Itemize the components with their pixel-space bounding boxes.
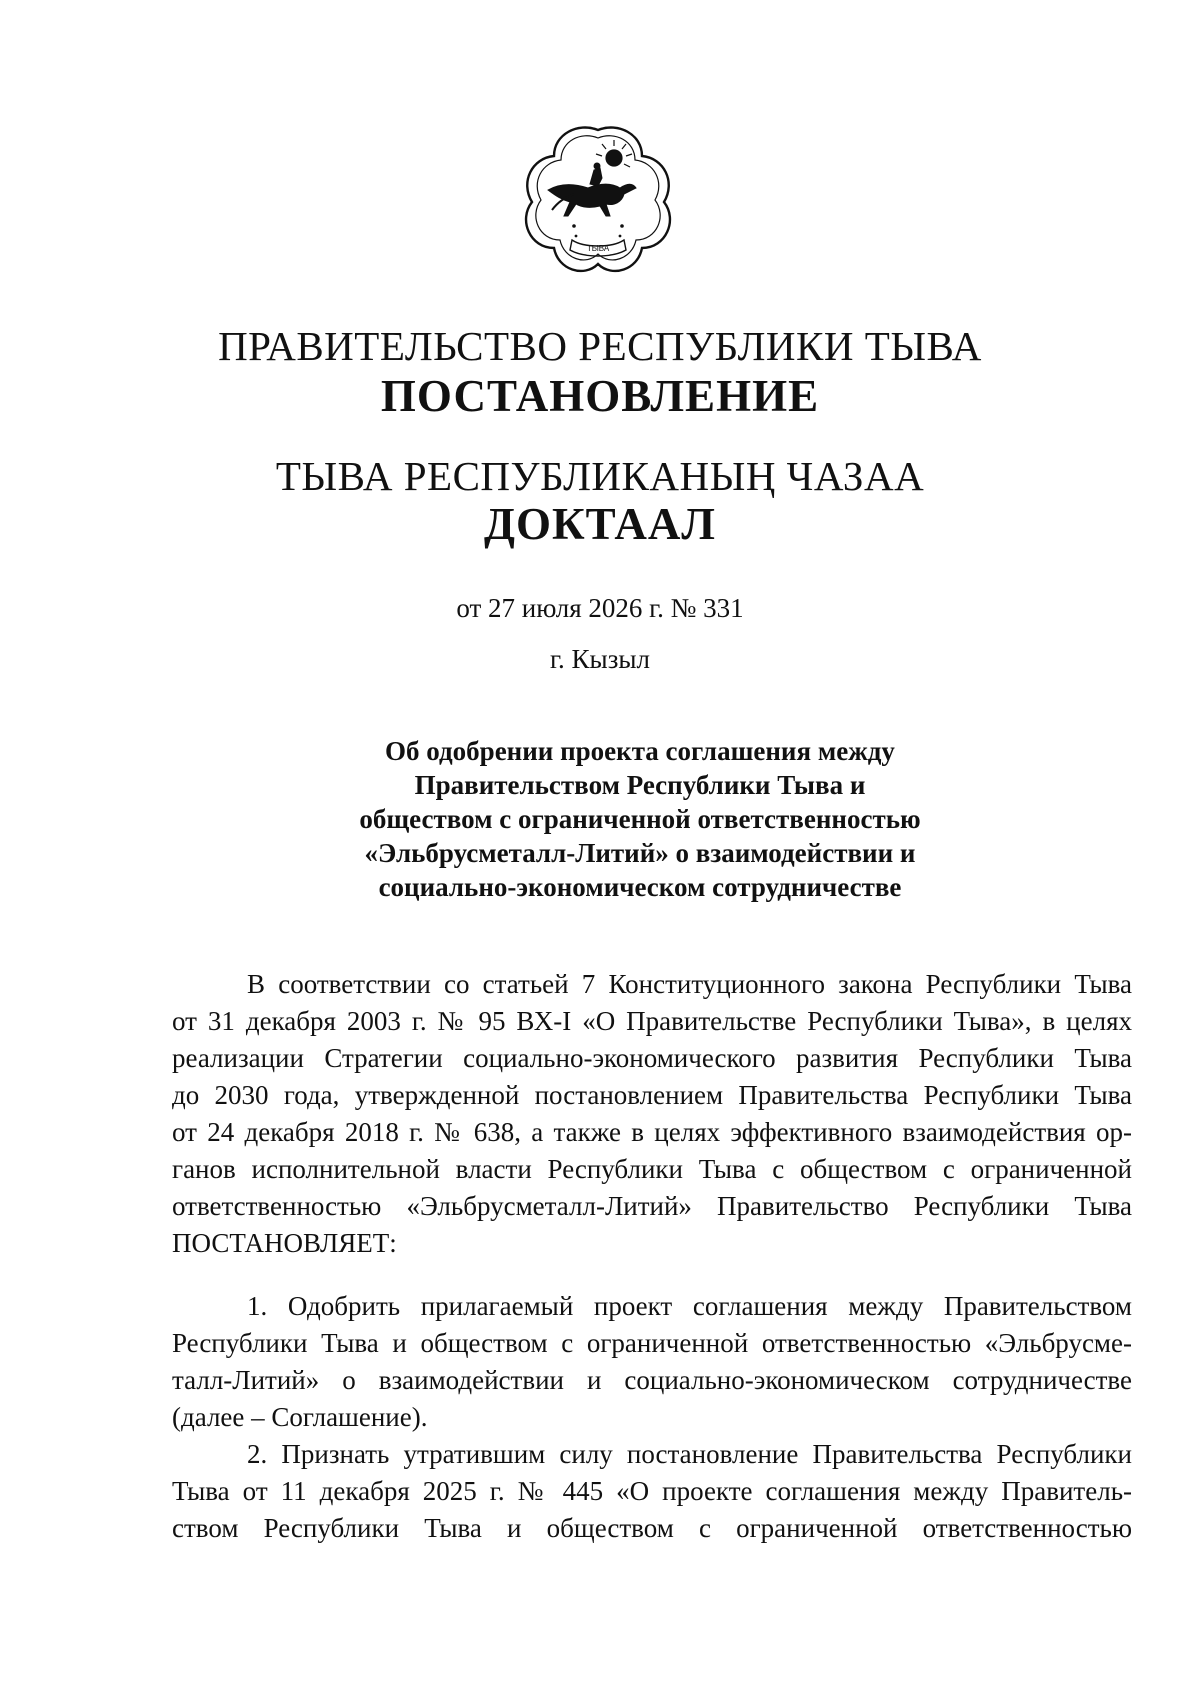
- paragraph-line: Республики Тыва и обществом с ограниченной ответственностью «Эльбрусме-: [172, 1328, 1132, 1358]
- paragraph-line: от 24 декабря 2018 г. № 638, а также в целях эффективного взаимодействия ор-: [172, 1117, 1132, 1147]
- paragraph-line: ством Республики Тыва и обществом с ограниченной ответственностью: [172, 1513, 1132, 1543]
- subject-line: Об одобрении проекта соглашения между: [385, 736, 895, 766]
- paragraph-line: Тыва от 11 декабря 2025 г. № 445 «О проекте соглашения между Правитель-: [172, 1476, 1132, 1506]
- subject-line: Правительством Республики Тыва и: [414, 770, 866, 800]
- subject-line: социально-экономическом сотрудничестве: [378, 872, 902, 902]
- preamble-paragraph: [172, 966, 1132, 1262]
- government-title-tyvan: ТЫВА РЕСПУБЛИКАНЫҢ ЧАЗАА: [275, 453, 925, 499]
- decree-item-1: [172, 1288, 1132, 1436]
- paragraph-line: талл-Литий» о взаимодействии и социально-экономическом сотрудничестве: [172, 1365, 1132, 1395]
- paragraph-line: от 31 декабря 2003 г. № 95 ВХ-I «О Правительстве Республики Тыва», в целях: [172, 1006, 1132, 1036]
- decree-subject: [340, 734, 940, 904]
- paragraph-line: ответственностью «Эльбрусметалл-Литий» Правительство Республики Тыва: [172, 1191, 1132, 1221]
- paragraph-line: В соответствии со статьей 7 Конституционного закона Республики Тыва: [247, 969, 1132, 999]
- paragraph-line: 2. Признать утратившим силу постановление Правительства Республики: [247, 1439, 1132, 1469]
- coat-of-arms-emblem: [518, 118, 678, 278]
- emblem-ribbon-text: ТЫВА: [586, 244, 610, 253]
- government-title: ПРАВИТЕЛЬСТВО РЕСПУБЛИКИ ТЫВА: [218, 323, 982, 369]
- paragraph-line: реализации Стратегии социально-экономического развития Республики Тыва: [172, 1043, 1132, 1073]
- paragraph-line: до 2030 года, утвержденной постановлением Правительства Республики Тыва: [172, 1080, 1132, 1110]
- subject-line: «Эльбрусметалл-Литий» о взаимодействии и: [364, 838, 916, 868]
- paragraph-line: 1. Одобрить прилагаемый проект соглашения между Правительством: [247, 1291, 1132, 1321]
- decree-item-2: [172, 1436, 1132, 1547]
- decree-title-tyvan: ДОКТААЛ: [484, 499, 716, 549]
- paragraph-line: ганов исполнительной власти Республики Тыва с обществом с ограниченной: [172, 1154, 1132, 1184]
- decree-date-number: от 27 июля 2026 г. № 331: [456, 593, 744, 623]
- subject-line: обществом с ограниченной ответственностью: [359, 804, 921, 834]
- decree-city: г. Кызыл: [550, 644, 650, 674]
- paragraph-line: (далее – Соглашение).: [172, 1402, 428, 1432]
- paragraph-line: ПОСТАНОВЛЯЕТ:: [172, 1228, 397, 1258]
- decree-title: ПОСТАНОВЛЕНИЕ: [380, 371, 820, 421]
